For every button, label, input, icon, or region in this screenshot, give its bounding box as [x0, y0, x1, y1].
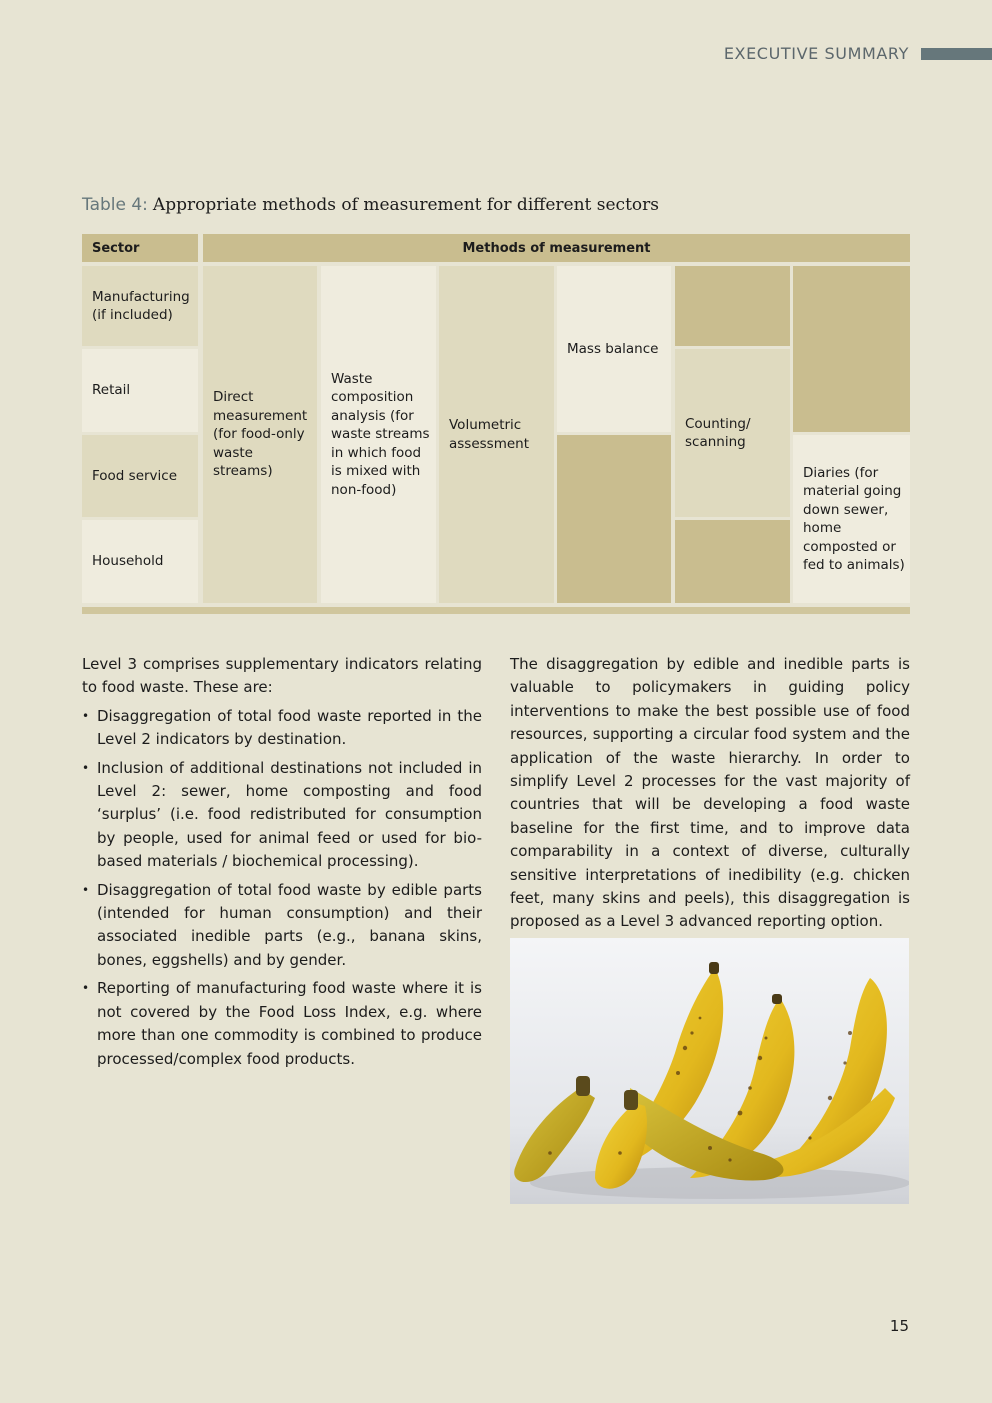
left-text-column [82, 653, 482, 1076]
banana-tip-right [772, 994, 782, 1004]
list-item: • Reporting of manufacturing food waste where it is not covered by the Food Loss Index, e.g. where more than one commodity is combined to produce processed/complex food products. [82, 977, 482, 1071]
section-header-bar [921, 48, 992, 60]
method-cell-mass-balance-empty [557, 435, 671, 603]
method-label: Direct measurement (for food-only waste streams) [213, 389, 308, 480]
banana-stem-left [576, 1076, 590, 1096]
method-cell-counting [675, 349, 790, 517]
page-number: 15 [889, 1317, 909, 1335]
method-cell-direct-measurement [203, 266, 317, 603]
list-item: • Disaggregation of total food waste by edible parts (intended for human consumption) and their associated inedible parts (e.g., banana skins, bones, eggshells) and by gender. [82, 879, 482, 973]
sector-cell-retail [82, 349, 198, 432]
method-label: Mass balance [567, 340, 659, 357]
method-label: Counting/ scanning [685, 415, 751, 450]
banana-bunch-icon [510, 938, 909, 1204]
table-header-sector: Sector [82, 234, 198, 262]
method-label: Volumetric assessment [449, 417, 530, 452]
sector-label: Food service [92, 467, 178, 484]
sector-cell-manufacturing [82, 266, 198, 346]
table-caption-title: Appropriate methods of measurement for different sectors [152, 195, 659, 215]
section-header-label: EXECUTIVE SUMMARY [723, 44, 909, 63]
method-cell-counting-empty-bottom [675, 520, 790, 603]
list-item: • Inclusion of additional destinations not included in Level 2: sewer, home composting and food ‘surplus’ (i.e. food redistributed for consumption by people, used for animal feed or used for bio-based materials / biochemical processing). [82, 757, 482, 874]
level3-bullet-list [82, 705, 482, 1071]
sector-label: Manufacturing (if included) [92, 288, 190, 323]
table-header-methods: Methods of measurement [203, 234, 910, 262]
method-cell-volumetric [439, 266, 554, 603]
method-label: Diaries (for material going down sewer, home composted or fed to animals) [803, 464, 905, 573]
method-label: Waste composition analysis (for waste streams in which food is mixed with non-food) [331, 370, 430, 498]
methods-table [82, 234, 910, 614]
list-item: • Disaggregation of total food waste reported in the Level 2 indicators by destination. [82, 705, 482, 752]
method-cell-mass-balance [557, 266, 671, 432]
sector-label: Retail [92, 382, 131, 399]
banana-stem-front [624, 1090, 638, 1110]
right-text-column [510, 653, 910, 934]
method-cell-diaries-empty [793, 266, 910, 432]
table-caption-label: Table 4: [82, 195, 148, 215]
table-footer-rule [82, 607, 910, 614]
banana-photo [510, 938, 909, 1204]
method-cell-counting-empty-top [675, 266, 790, 346]
banana-tip-center [709, 962, 719, 974]
sector-label: Household [92, 553, 164, 570]
disaggregation-paragraph: The disaggregation by edible and inedible parts is valuable to policymakers in guiding policy interventions to make the best possible use of food resources, supporting a circular food system and the application of the waste hierarchy. In order to simplify Level 2 processes for the vast majority of countries that will be developing a food waste baseline for the first time, and to improve data comparability in a context of diverse, culturally sensitive interpretations of inedibility (e.g. chicken feet, many skins and peels), this disaggregation is proposed as a Level 3 advanced reporting option. [510, 655, 910, 931]
method-cell-waste-composition [321, 266, 436, 603]
table-caption [82, 194, 910, 215]
sector-cell-food-service [82, 435, 198, 517]
method-cell-diaries [793, 435, 910, 603]
sector-cell-household [82, 520, 198, 603]
level3-intro: Level 3 comprises supplementary indicators relating to food waste. These are: [82, 655, 482, 697]
